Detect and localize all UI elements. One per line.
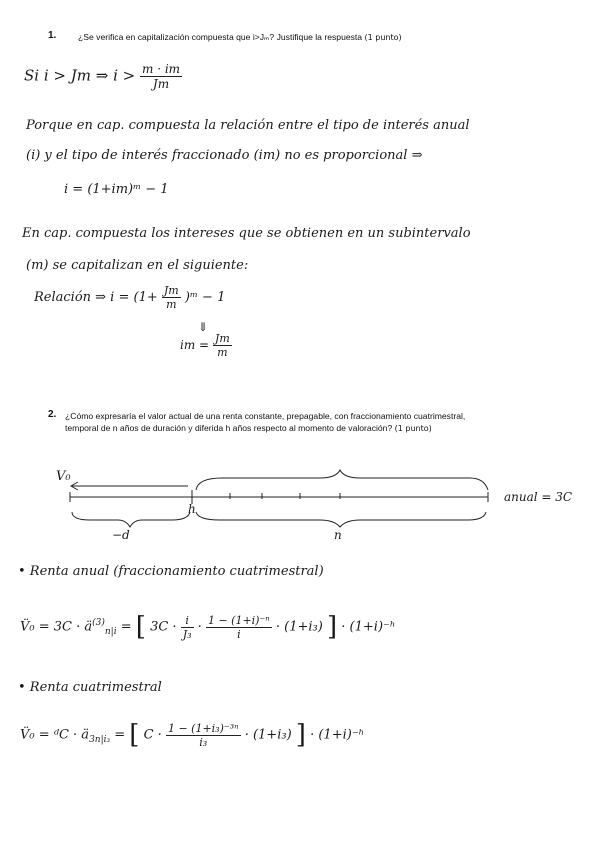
- relation-label: Relación ⇒ i = (1+: [34, 290, 158, 305]
- eq2-close-bracket: ]: [295, 720, 306, 750]
- im-num: Jm: [214, 332, 230, 345]
- eq1-sup: (3): [92, 618, 105, 629]
- eq1-f1-den: J₃: [182, 627, 192, 641]
- eq2-lhs: V̈₀ = ᵈC · ä: [20, 727, 90, 743]
- timeline-v0-label: V₀: [56, 469, 71, 484]
- relation-tail: )ᵐ − 1: [184, 290, 226, 305]
- question-1-points: (1 punto): [364, 33, 402, 42]
- im-label: im =: [180, 338, 210, 352]
- eq1-equals: =: [120, 619, 132, 635]
- eq1-open-bracket: [: [135, 612, 146, 642]
- eq2-tail: · (1+i₃): [244, 727, 292, 743]
- answer-1-para2-line1: En cap. compuesta los intereses que se obtienen en un subintervalo: [22, 226, 471, 241]
- relation-num: Jm: [163, 284, 179, 297]
- equation-renta-cuatrimestral: [20, 720, 364, 750]
- eq1-fraction-1: [181, 614, 194, 641]
- eq1-close-bracket: ]: [326, 612, 338, 642]
- eq2-open-bracket: [: [129, 720, 140, 750]
- question-2-prompt-line2: temporal de n años de duración y diferida h años respecto al momento de valoración?: [65, 423, 393, 433]
- question-1-number: 1.: [48, 30, 57, 41]
- renta-cuatrimestral-heading: • Renta cuatrimestral: [18, 680, 162, 695]
- answer-1-para1-line1: Porque en cap. compuesta la relación entre el tipo de interés anual: [26, 118, 470, 133]
- eq1-dot: ·: [197, 619, 202, 635]
- timeline-d-label: −d: [112, 528, 130, 542]
- relation-den: m: [166, 298, 177, 311]
- answer-1-para1-line2: (i) y el tipo de interés fraccionado (im) no es proporcional ⇒: [26, 148, 423, 163]
- eq2-sub: 3n|i₃: [89, 735, 111, 746]
- eq1-f2-num: 1 − (1+i)⁻ⁿ: [207, 613, 270, 627]
- question-1-prompt: ¿Se verifica en capitalización compuesta que i>Jₘ? Justifique la respuesta: [78, 32, 363, 42]
- eq1-tail: · (1+i₃): [275, 619, 323, 635]
- eq2-discount: · (1+i)⁻ʰ: [310, 727, 365, 743]
- question-2-points: (1 punto): [394, 424, 432, 433]
- top-brace: [196, 470, 488, 490]
- answer-1-para2-line2: (m) se capitalizan en el siguiente:: [26, 258, 249, 273]
- eq1-f2-den: i: [237, 627, 241, 641]
- answer-1-formula1: i = (1+im)ᵐ − 1: [64, 182, 169, 197]
- eq2-equals: =: [114, 727, 126, 743]
- eq2-coef: C ·: [143, 727, 162, 743]
- eq2-fraction: [166, 722, 241, 749]
- answer-1-line1-pre: Si i > Jm ⇒ i >: [24, 66, 136, 85]
- eq1-discount: · (1+i)⁻ʰ: [341, 619, 396, 635]
- eq1-coef: 3C ·: [150, 619, 177, 635]
- timeline-h-label: h: [188, 502, 196, 516]
- im-den: m: [217, 346, 228, 359]
- eq2-f-den: i₃: [199, 735, 208, 749]
- eq1-f1-num: i: [181, 614, 194, 628]
- bottom-brace-n: [196, 512, 486, 527]
- bottom-brace-d: [72, 512, 190, 527]
- eq2-f-num: 1 − (1+i₃)⁻³ⁿ: [167, 721, 239, 735]
- answer-1-line1-num: m · im: [142, 62, 181, 76]
- eq1-sub: n|i: [104, 627, 117, 638]
- eq1-fraction-2: [206, 614, 272, 641]
- eq1-lhs: V̈₀ = 3C · ä: [20, 619, 93, 635]
- answer-1-line1-den: Jm: [152, 77, 170, 91]
- renta-anual-heading: • Renta anual (fraccionamiento cuatrimestral): [18, 564, 324, 579]
- question-2-number: 2.: [48, 409, 57, 420]
- question-2-line1: ¿Cómo expresaría el valor actual de una renta constante, prepagable, con fraccionamiento cuatrimestral,: [65, 411, 466, 421]
- equation-renta-anual: [20, 612, 396, 642]
- timeline-end-label: anual = 3C: [504, 490, 573, 504]
- timeline-n-label: n: [334, 528, 342, 542]
- down-arrow: ⇓: [198, 320, 209, 334]
